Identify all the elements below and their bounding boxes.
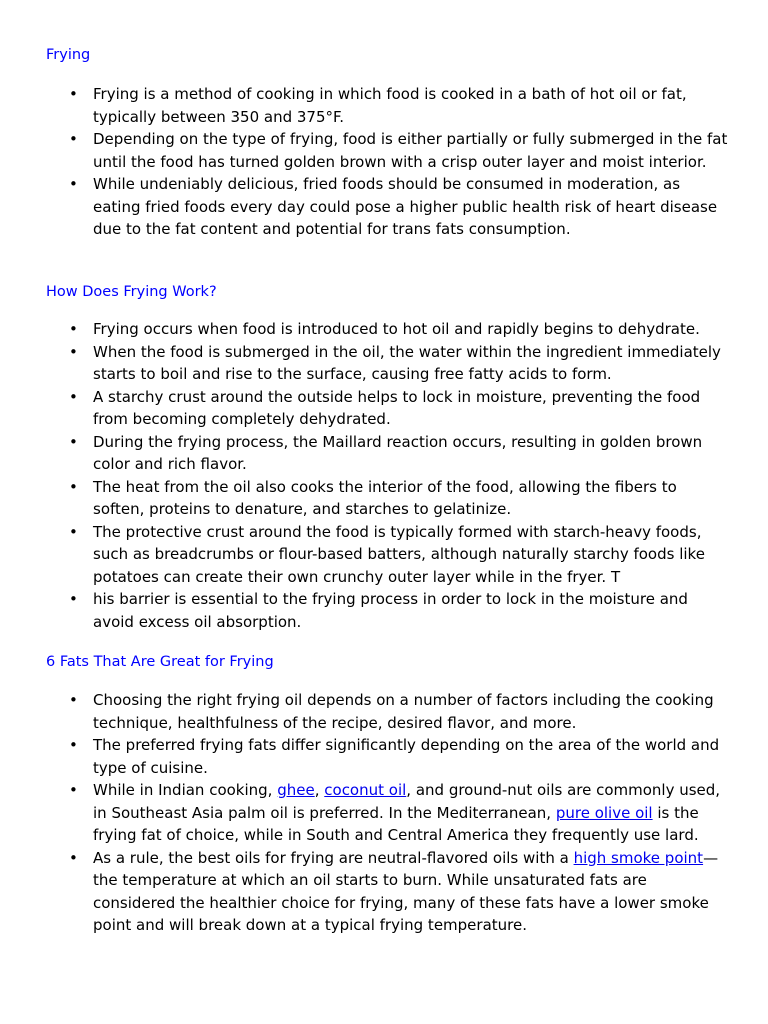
- bullet-icon: •: [69, 85, 78, 103]
- coconut-oil-link[interactable]: coconut oil: [324, 781, 407, 799]
- list-item: • When the food is submerged in the oil, the water within the ingredient immediately starts to boil and rise to the surface, causing free fatty acids to form.: [69, 342, 721, 383]
- list-item: • Choosing the right frying oil depends on a number of factors including the cooking technique, healthfulness of the recipe, desired flavor, and more.: [69, 691, 714, 732]
- list-item: • The protective crust around the food is typically formed with starch-heavy foods, such as breadcrumbs or flour-based batters, although naturally starchy foods like potatoes can create their own crunchy outer layer while in the fryer. T: [69, 522, 705, 586]
- bullet-icon: •: [69, 736, 78, 754]
- bullet-icon: •: [69, 848, 78, 867]
- bullet-icon: •: [69, 522, 78, 541]
- fats-for-frying-list: [0, 689, 768, 937]
- how-frying-works-list: [0, 318, 768, 633]
- bullet-icon: •: [69, 477, 78, 496]
- list-item: • While undeniably delicious, fried foods should be consumed in moderation, as eating fried foods every day could pose a higher public health risk of heart disease due to the fat content and potential for trans fats consumption.: [69, 175, 718, 238]
- list-item: • While in Indian cooking, ghee, coconut oil, and ground-nut oils are commonly used, in Southeast Asia palm oil is preferred. In the Mediterranean, pure olive oil is the frying fat of choice, while in South and Central America they frequently use lard.: [69, 781, 721, 844]
- list-item: • Frying is a method of cooking in which food is cooked in a bath of hot oil or fat, typically between 350 and 375°F.: [69, 85, 687, 126]
- list-item: • A starchy crust around the outside helps to lock in moisture, preventing the food from becoming completely dehydrated.: [69, 387, 701, 428]
- list-item: • his barrier is essential to the frying process in order to lock in the moisture and avoid excess oil absorption.: [69, 590, 688, 631]
- list-item: • As a rule, the best oils for frying are neutral-flavored oils with a high smoke point—the temperature at which an oil starts to burn. While unsaturated fats are considered the healthier choice for frying, many of these fats have a lower smoke point and will break down at a typical frying temperature.: [69, 848, 719, 934]
- section-heading-how-frying-works: How Does Frying Work?: [46, 284, 217, 300]
- bullet-icon: •: [69, 175, 78, 193]
- list-item: • The heat from the oil also cooks the interior of the food, allowing the fibers to soften, proteins to denature, and starches to gelatinize.: [69, 477, 677, 518]
- bullet-icon: •: [69, 342, 78, 361]
- list-item: • Depending on the type of frying, food is either partially or fully submerged in the fat until the food has turned golden brown with a crisp outer layer and moist interior.: [69, 130, 728, 171]
- bullet-icon: •: [69, 320, 78, 338]
- high-smoke-point-link[interactable]: high smoke point: [573, 848, 704, 867]
- bullet-icon: •: [69, 691, 78, 709]
- list-item: • During the frying process, the Maillard reaction occurs, resulting in golden brown color and rich flavor.: [69, 432, 703, 473]
- frying-list: [0, 83, 768, 241]
- section-heading-frying: Frying: [46, 47, 91, 63]
- bullet-icon: •: [69, 387, 78, 406]
- bullet-icon: •: [69, 590, 78, 608]
- bullet-icon: •: [69, 130, 78, 148]
- bullet-icon: •: [69, 432, 78, 451]
- list-item: • The preferred frying fats differ significantly depending on the area of the world and type of cuisine.: [69, 736, 720, 777]
- bullet-icon: •: [69, 781, 78, 799]
- section-heading-fats-for-frying: 6 Fats That Are Great for Frying: [46, 654, 274, 670]
- list-item: • Frying occurs when food is introduced to hot oil and rapidly begins to dehydrate.: [0, 318, 768, 341]
- ghee-link[interactable]: ghee: [277, 781, 315, 799]
- pure-olive-oil-link[interactable]: pure olive oil: [555, 803, 653, 822]
